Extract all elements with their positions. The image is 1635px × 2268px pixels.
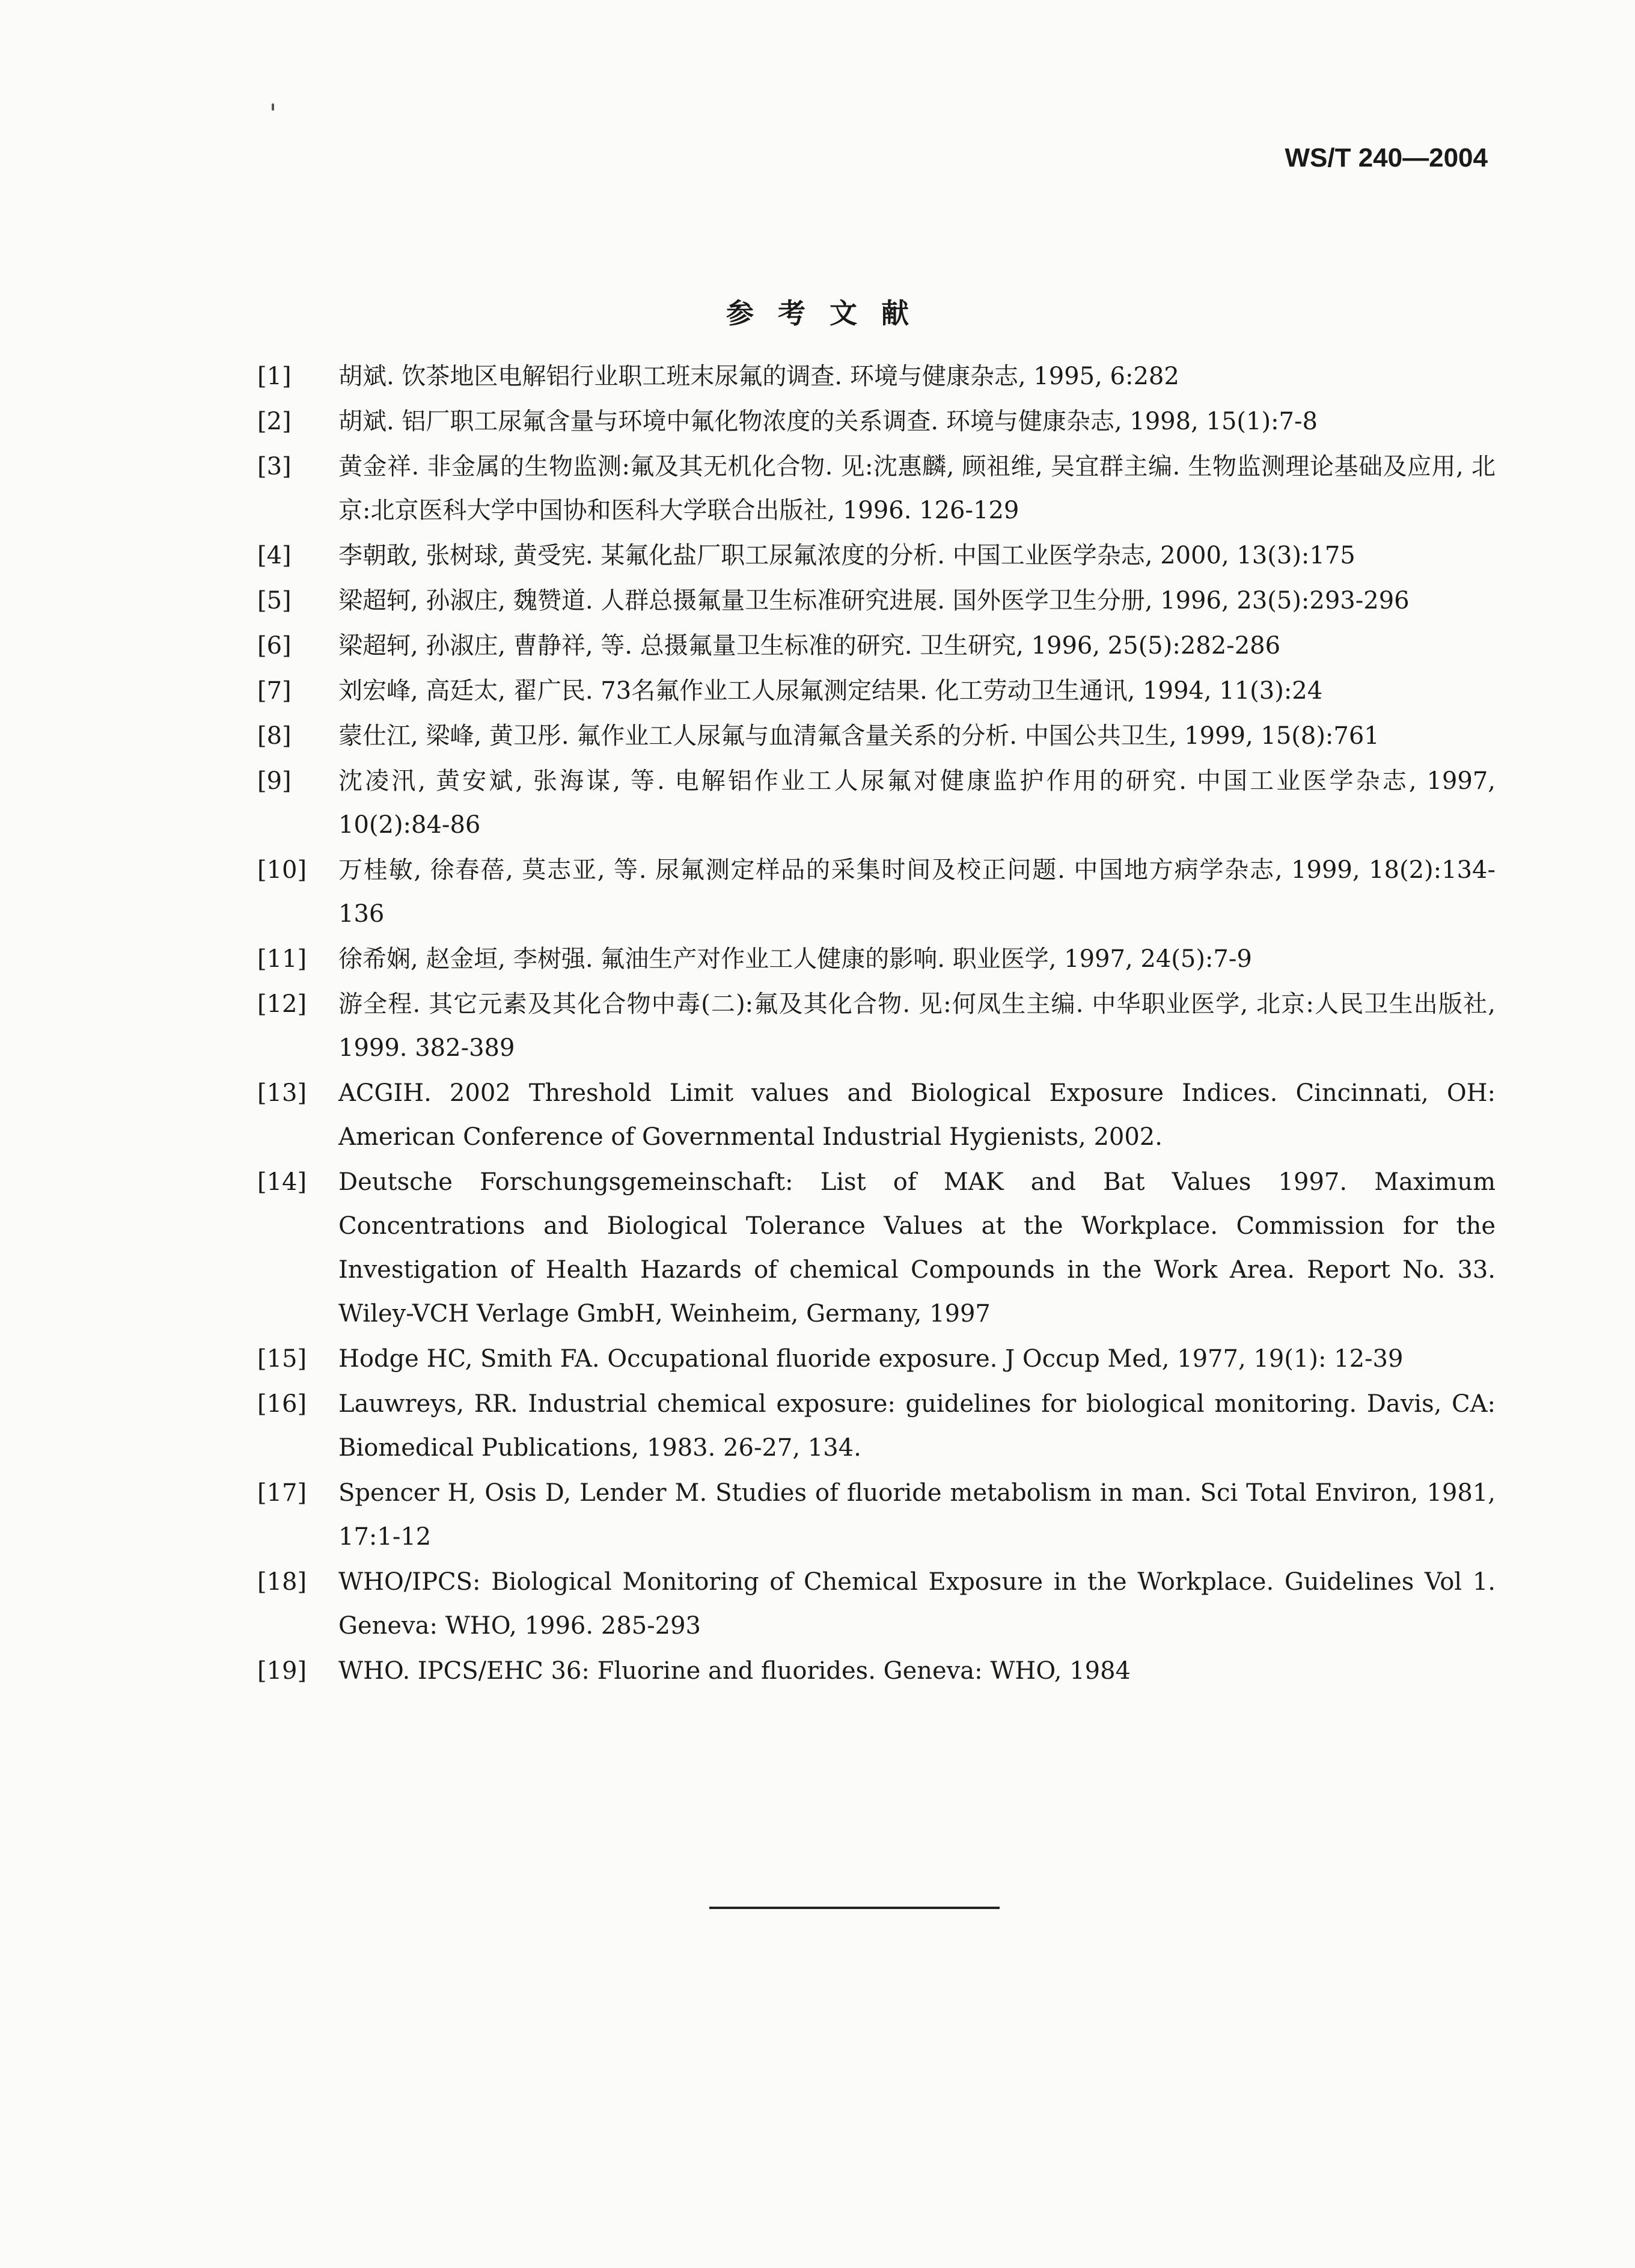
reference-text: 沈凌汛, 黄安斌, 张海谋, 等. 电解铝作业工人尿氟对健康监护作用的研究. 中国工业医学杂志, 1997, 10(2):84-86	[338, 767, 1496, 839]
scan-speck	[272, 103, 274, 111]
reference-number: [18]	[257, 1568, 307, 1596]
reference-item	[257, 1382, 1496, 1470]
reference-item	[257, 1471, 1496, 1559]
reference-text: 黄金祥. 非金属的生物监测:氟及其无机化合物. 见:沈惠麟, 顾祖维, 吴宜群主编. 生物监测理论基础及应用, 北京:北京医科大学中国协和医科大学联合出版社, 1996. 126-129	[338, 453, 1496, 524]
reference-number: [19]	[257, 1657, 307, 1685]
reference-item	[257, 759, 1496, 847]
reference-item	[257, 1337, 1496, 1381]
reference-item	[257, 445, 1496, 533]
reference-number: [11]	[257, 945, 307, 973]
reference-text: WHO/IPCS: Biological Monitoring of Chemical Exposure in the Workplace. Guidelines Vol 1. Geneva: WHO, 1996. 285-293	[338, 1568, 1496, 1640]
reference-number: [2]	[257, 408, 292, 435]
reference-number: [4]	[257, 542, 292, 569]
reference-item	[257, 937, 1496, 981]
reference-number: [16]	[257, 1390, 307, 1418]
reference-number: [5]	[257, 587, 292, 615]
reference-number: [3]	[257, 453, 292, 480]
reference-text: 蒙仕江, 梁峰, 黄卫彤. 氟作业工人尿氟与血清氟含量关系的分析. 中国公共卫生, 1999, 15(8):761	[338, 722, 1380, 750]
reference-text: Spencer H, Osis D, Lender M. Studies of fluoride metabolism in man. Sci Total Environ, 1981, 17:1-12	[338, 1479, 1496, 1551]
reference-number: [13]	[257, 1079, 307, 1107]
reference-text: Deutsche Forschungsgemeinschaft: List of MAK and Bat Values 1997. Maximum Concentrations and Biological Tolerance Values at the Workplace. Commission for the Investigation of Health Hazards of chemical Compounds in the Work Area. Report No. 33. Wiley-VCH Verlage GmbH, Weinheim, Germany, 1997	[338, 1168, 1496, 1328]
reference-item	[257, 355, 1496, 399]
reference-text: 梁超轲, 孙淑庄, 曹静祥, 等. 总摄氟量卫生标准的研究. 卫生研究, 1996, 25(5):282-286	[338, 632, 1281, 660]
reference-item	[257, 982, 1496, 1070]
reference-text: 刘宏峰, 高廷太, 翟广民. 73名氟作业工人尿氟测定结果. 化工劳动卫生通讯, 1994, 11(3):24	[338, 677, 1323, 705]
reference-item	[257, 579, 1496, 623]
reference-text: 胡斌. 铝厂职工尿氟含量与环境中氟化物浓度的关系调查. 环境与健康杂志, 1998, 15(1):7-8	[338, 408, 1318, 435]
reference-number: [6]	[257, 632, 292, 660]
page-title: 参考文献	[726, 297, 933, 329]
end-divider	[709, 1907, 1000, 1909]
reference-text: Lauwreys, RR. Industrial chemical exposure: guidelines for biological monitoring. Davis, CA: Biomedical Publications, 1983. 26-27, 134.	[338, 1390, 1496, 1462]
reference-text: 万桂敏, 徐春蓓, 莫志亚, 等. 尿氟测定样品的采集时间及校正问题. 中国地方病学杂志, 1999, 18(2):134-136	[338, 856, 1496, 928]
reference-text: 李朝敢, 张树球, 黄受宪. 某氟化盐厂职工尿氟浓度的分析. 中国工业医学杂志, 2000, 13(3):175	[338, 542, 1355, 569]
reference-text: WHO. IPCS/EHC 36: Fluorine and fluorides. Geneva: WHO, 1984	[338, 1657, 1131, 1685]
reference-number: [15]	[257, 1345, 307, 1373]
reference-text: Hodge HC, Smith FA. Occupational fluoride exposure. J Occup Med, 1977, 19(1): 12-39	[338, 1345, 1404, 1373]
reference-number: [17]	[257, 1479, 307, 1507]
reference-item	[257, 714, 1496, 758]
reference-item	[257, 1071, 1496, 1159]
reference-item	[257, 400, 1496, 444]
reference-list	[257, 355, 1496, 1694]
reference-number: [9]	[257, 767, 292, 795]
reference-item	[257, 1160, 1496, 1336]
reference-number: [14]	[257, 1168, 307, 1196]
reference-text: ACGIH. 2002 Threshold Limit values and Biological Exposure Indices. Cincinnati, OH: American Conference of Governmental Industrial Hygienists, 2002.	[338, 1079, 1496, 1151]
reference-text: 梁超轲, 孙淑庄, 魏赞道. 人群总摄氟量卫生标准研究进展. 国外医学卫生分册, 1996, 23(5):293-296	[338, 587, 1410, 615]
reference-item	[257, 669, 1496, 713]
reference-text: 徐希娴, 赵金垣, 李树强. 氟油生产对作业工人健康的影响. 职业医学, 1997, 24(5):7-9	[338, 945, 1252, 973]
standard-code: WS/T 240—2004	[1285, 143, 1488, 173]
reference-number: [12]	[257, 990, 307, 1018]
reference-number: [1]	[257, 363, 292, 390]
reference-item	[257, 624, 1496, 668]
reference-item	[257, 1649, 1496, 1693]
reference-text: 游全程. 其它元素及其化合物中毒(二):氟及其化合物. 见:何凤生主编. 中华职业医学, 北京:人民卫生出版社, 1999. 382-389	[338, 990, 1496, 1062]
reference-text: 胡斌. 饮茶地区电解铝行业职工班末尿氟的调查. 环境与健康杂志, 1995, 6:282	[338, 363, 1179, 390]
reference-number: [7]	[257, 677, 292, 705]
reference-item	[257, 1560, 1496, 1648]
reference-number: [10]	[257, 856, 307, 884]
reference-number: [8]	[257, 722, 292, 750]
reference-item	[257, 534, 1496, 578]
reference-item	[257, 848, 1496, 936]
